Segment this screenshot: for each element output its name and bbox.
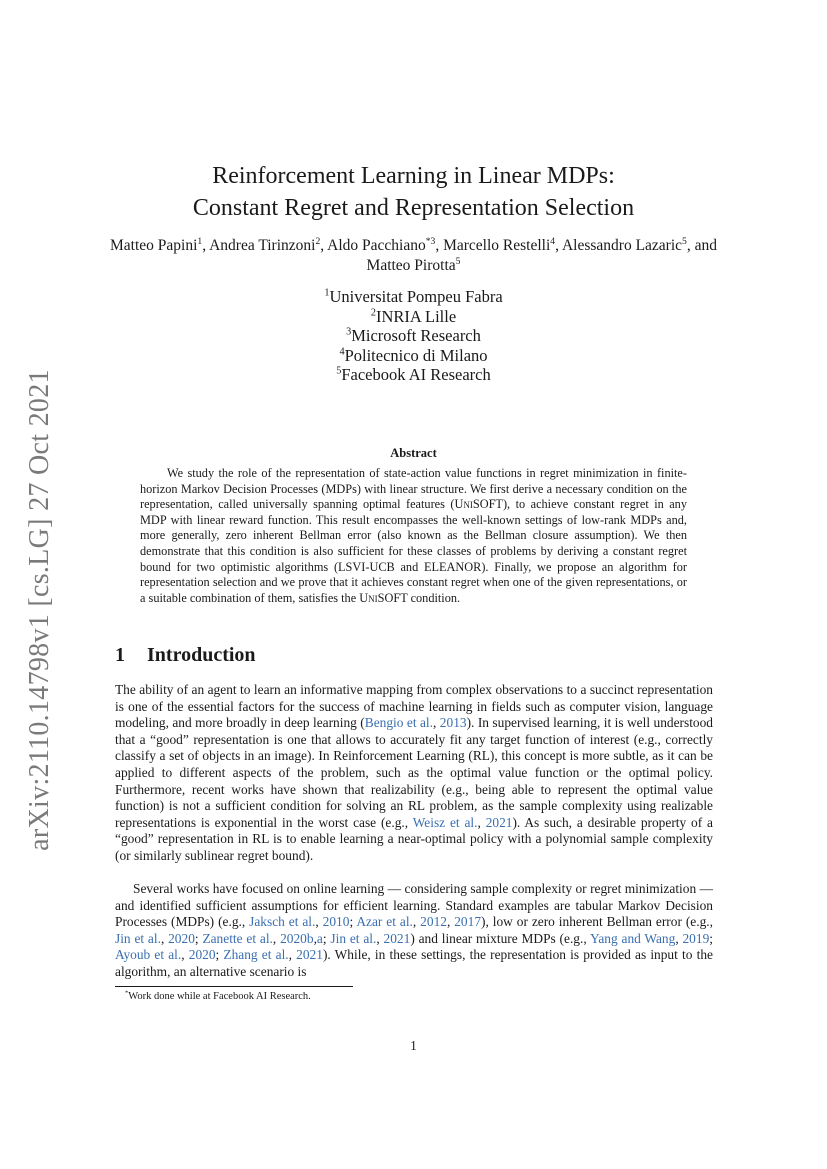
citation-year-link[interactable]: 2012 <box>420 914 447 930</box>
author-name: Marcello Restelli <box>443 237 551 254</box>
author-name: Matteo Papini <box>110 237 198 254</box>
citation-link[interactable]: Azar et al. <box>356 914 413 930</box>
citation-year-link[interactable]: 2021 <box>383 930 411 946</box>
body-text: , <box>477 814 486 830</box>
affiliation <box>0 346 827 366</box>
footnote-divider <box>115 986 353 987</box>
author-list: Matteo Papini$^1$, Andrea Tirinzoni$^2$, Aldo Pacchiano$^{*3}$, Marcello Restelli$^4$, Alessandro Lazaric$^5$, and Matteo Pirotta$^5$ <box>110 235 717 274</box>
affiliation-name: INRIA Lille <box>375 306 457 326</box>
citation-year-link[interactable]: 2021 <box>296 947 323 963</box>
citation-link[interactable]: Yang and Wang <box>590 930 676 946</box>
citation-link[interactable]: Bengio et al. <box>364 715 433 731</box>
affiliation <box>0 287 827 307</box>
intro-paragraph-2: Several works have focused on online learning — considering sample complexity or regret minimization — and identified sufficient assumptions for efficient learning. Standard examples are tabular Markov Decision Processes (MDPs) (e.g., Jaksch et al., 2010; Azar et al., 2012, 2017), low or zero inherent Bellman error (e.g., Jin et al., 2020; Zanette et al., 2020b,a; Jin et al., 2021) and linear mixture MDPs (e.g., Yang and Wang, 2019; Ayoub et al., 2020; Zhang et al., 2021). While, in these settings, the representation is provided as input to the algorithm, an alternative scenario is <box>115 881 713 979</box>
affiliation-name: Politecnico di Milano <box>344 345 488 365</box>
abstract-text: condition. <box>407 590 461 605</box>
body-text: ) and linear mixture MDPs (e.g., <box>410 930 591 946</box>
citation-year-link[interactable]: a <box>316 930 323 946</box>
affiliation-mark: 1 <box>324 287 330 299</box>
affiliation-name: Universitat Pompeu Fabra <box>329 287 503 306</box>
author-name: Matteo Pirotta <box>366 257 456 274</box>
abstract-text: We study the role of the representation of state-action value functions in regret minimization in finite-horizon Markov Decision Processes (MDPs) with linear structure. We first derive a necessary condition on the representation, called universally spanning optimal features ( <box>140 466 687 512</box>
footnote-mark: * <box>125 989 129 997</box>
footnote <box>115 990 311 1003</box>
citation-year-link[interactable]: 2013 <box>439 715 467 731</box>
page-number: 1 <box>410 1038 417 1053</box>
body-text: The ability of an agent to learn an informative mapping from complex observations to a succinct representation is one of the essential factors for the success of machine learning in fields such as computer vision, language modeling, and more broadly in deep learning ( <box>115 682 713 731</box>
affiliation-mark: 4 <box>339 346 345 358</box>
unisoft-term: Uni <box>359 590 378 605</box>
affiliation-mark: 5 <box>336 365 342 377</box>
unisoft-term: SOFT <box>377 590 408 605</box>
citation-link[interactable]: Jin et al. <box>330 930 377 946</box>
citation-link[interactable]: Ayoub et al. <box>115 947 182 963</box>
abstract-text: ), to achieve constant regret in any MDP with linear reward function. This result encompasses the well-known settings of low-rank MDPs and, more generally, zero inherent Bellman error (also known as the Bellman closure assumption). We then demonstrate that this condition is also sufficient for these classes of problems by deriving a constant regret bound for two optimistic algorithms (LSVI-UCB and ELEANOR). Finally, we propose an algorithm for representation selection and we prove that it achieves constant regret when one of the given representations, or a suitable combination of them, satisfies the <box>140 497 687 605</box>
affiliation-name: Microsoft Research <box>351 326 481 346</box>
body-text: , <box>433 715 440 731</box>
author-conjunction: and <box>694 237 717 254</box>
author-name: Aldo Pacchiano <box>327 237 426 254</box>
author-affil-mark: 5 <box>682 235 687 247</box>
affiliation <box>0 326 827 346</box>
section-number: 1 <box>115 644 125 666</box>
citation-year-link[interactable]: 2017 <box>454 914 482 930</box>
intro-paragraph-1 <box>115 682 713 865</box>
body-text: ), low or zero inherent Bellman error (e.g., <box>481 914 713 930</box>
unisoft-term: SOFT <box>472 497 503 512</box>
citation-year-link[interactable]: 2020b <box>280 930 314 946</box>
footnote-text: Work done while at Facebook AI Research. <box>128 991 311 1002</box>
title-line-1: Reinforcement Learning in Linear MDPs: <box>212 163 615 189</box>
author-affil-mark: 2 <box>315 235 321 247</box>
body-text: ). While, in these settings, the representation is provided as input to the algorithm, an alternative scenario is <box>115 947 713 979</box>
author-affil-mark: *3 <box>425 235 436 247</box>
citation-year-link[interactable]: 2020 <box>168 930 195 946</box>
title-line-2: Constant Regret and Representation Selection <box>192 195 635 221</box>
affiliation <box>0 365 827 385</box>
author-name: Alessandro Lazaric <box>561 237 683 254</box>
affiliation-name: Facebook AI Research <box>341 365 491 385</box>
author-affil-mark: 4 <box>550 235 556 247</box>
citation-year-link[interactable]: 2019 <box>682 930 710 946</box>
affiliation-list <box>0 287 827 385</box>
author-name: Andrea Tirinzoni <box>209 237 316 254</box>
affiliation <box>0 307 827 327</box>
author-affil-mark: 1 <box>197 235 203 247</box>
section-title: Introduction <box>147 644 256 666</box>
citation-link[interactable]: Jin et al. <box>115 930 161 946</box>
citation-link[interactable]: Weisz et al. <box>412 814 478 830</box>
unisoft-term: Uni <box>454 497 473 512</box>
affiliation-mark: 3 <box>346 326 352 338</box>
author-affil-mark: 5 <box>455 255 461 267</box>
abstract-heading: Abstract <box>390 446 437 460</box>
citation-year-link[interactable]: 2021 <box>485 814 513 830</box>
body-text: ). As such, a desirable property of a “good” representation in RL is to enable learning a near-optimal policy with a polynomial sample complexity (or similarly sublinear regret bound). <box>115 814 713 863</box>
citation-link[interactable]: Zanette et al. <box>202 930 273 946</box>
citation-link[interactable]: Jaksch et al. <box>249 914 316 930</box>
citation-year-link[interactable]: 2010 <box>322 914 350 930</box>
citation-year-link[interactable]: 2020 <box>188 947 216 963</box>
affiliation-mark: 2 <box>370 307 376 319</box>
arxiv-stamp-text: arXiv:2110.14798v1 [cs.LG] 27 Oct 2021 <box>24 369 55 851</box>
body-text: Several works have focused on online learning — considering sample complexity or regret minimization — and identified sufficient assumptions for efficient learning. Standard examples are tabular Markov Decision Processes (MDPs) (e.g., <box>115 881 713 930</box>
body-text: ). In supervised learning, it is well understood that a “good” representation is one that allows to accurately fit any target function of interest (e.g., correctly classify a set of objects in an image). In Reinforcement Learning (RL), this concept is more subtle, as it can be applied to different aspects of the problem, such as the optimal value function or the optimal policy. Furthermore, recent works have shown that realizability (e.g., being able to represent the optimal value function) is not a sufficient condition for solving an RL problem, as the sample complexity using realizable representations is exponential in the worst case (e.g., <box>115 715 714 830</box>
abstract-body <box>140 466 687 606</box>
section-heading <box>115 644 256 667</box>
citation-link[interactable]: Zhang et al. <box>223 947 289 963</box>
paper-title <box>0 160 827 224</box>
